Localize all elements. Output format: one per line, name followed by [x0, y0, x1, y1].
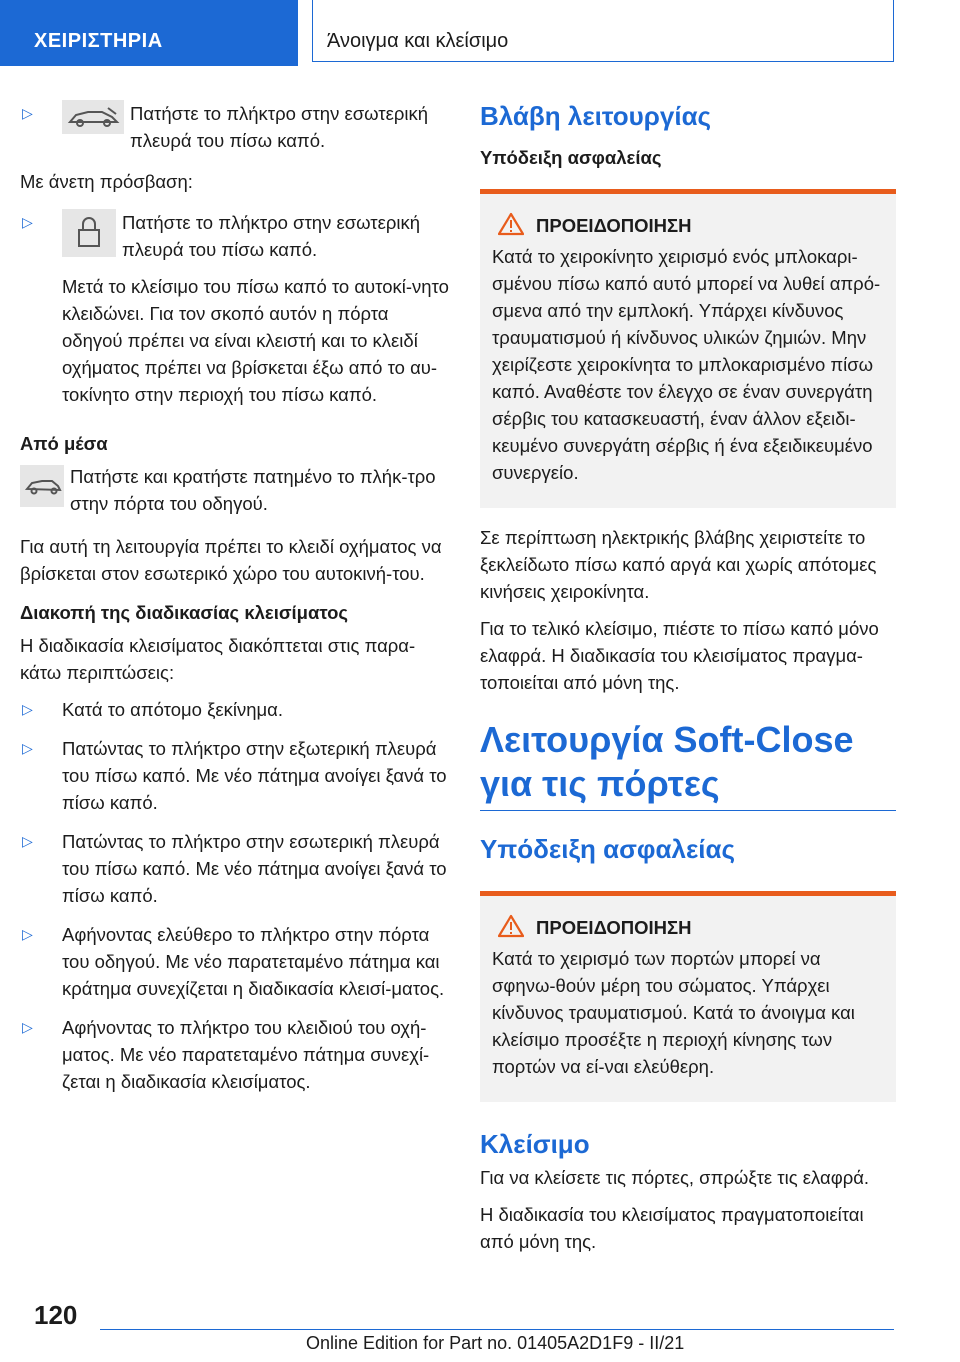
warning-title — [492, 212, 884, 239]
warning-label: ΠΡΟΕΙΔΟΠΟΙΗΣΗ — [536, 917, 692, 938]
section-heading-safety: Υπόδειξη ασφαλείας — [480, 834, 736, 864]
section-heading-fault: Βλάβη λειτουργίας — [480, 101, 712, 131]
warning-triangle-icon — [498, 914, 524, 938]
list-item-text: ▷ Κατά το απότομο ξεκίνημα. — [62, 699, 283, 720]
subheading-safety: Υπόδειξη ασφαλείας — [480, 147, 662, 168]
inside-note: Για αυτή τη λειτουργία πρέπει το κλειδί οχήματος να βρίσκεται στον εσωτερικό χώρο του αυτοκινή-του. — [20, 536, 442, 584]
comfort-intro: Με άνετη πρόσβαση: — [20, 171, 193, 192]
list-item — [20, 828, 450, 909]
door-button-icon — [20, 465, 64, 507]
section-tab — [0, 0, 298, 66]
right-column — [480, 100, 896, 1269]
list-item — [20, 100, 450, 154]
warning-box — [480, 891, 896, 1102]
page-header — [0, 0, 960, 66]
closing-paragraph: Η διαδικασία του κλεισίματος πραγματοποιείται από μόνη της. — [480, 1204, 864, 1252]
fault-paragraph: Για το τελικό κλείσιμο, πιέστε το πίσω καπό μόνο ελαφρά. Η διαδικασία του κλεισίματος πραγμα-τοποιείται από μόνη της. — [480, 618, 879, 693]
section-title: ΧΕΙΡΙΣΤΗΡΙΑ — [34, 30, 163, 52]
edition-info: Online Edition for Part no. 01405A2D1F9 - II/21 — [306, 1333, 685, 1353]
left-column — [20, 100, 450, 1107]
warning-title — [492, 914, 884, 941]
chapter-tab — [312, 0, 894, 62]
list-item — [20, 1014, 450, 1095]
warning-triangle-icon — [498, 212, 524, 236]
list-item-text: ▷ Πατώντας το πλήκτρο στην εσωτερική πλευρά του πίσω καπό. Με νέο πάτημα ανοίγει ξανά το πίσω καπό. — [62, 831, 447, 906]
list-item — [20, 209, 450, 408]
inside-row — [20, 463, 450, 517]
page-number: 120 — [34, 1300, 78, 1330]
step-text: ▷ Πατήστε το πλήκτρο στην εσωτερική πλευρά του πίσω καπό. — [130, 103, 429, 151]
warning-text: Κατά το χειρισμό των πορτών μπορεί να σφηνω-θούν μέρη του σώματος. Υπάρχει κίνδυνος τραυματισμού. Κατά το άνοιγμα και κλείσιμο προσέξτε η περιοχή κίνησης των πορτών να εί-ναι ελεύθερη. — [492, 948, 855, 1077]
chapter-heading-softclose: Λειτουργία Soft-Close για τις πόρτες — [480, 719, 854, 804]
warning-box — [480, 189, 896, 508]
chapter-title: Άνοιγμα και κλείσιμο — [327, 30, 509, 52]
list-item-text: ▷ Πατώντας το πλήκτρο στην εξωτερική πλευρά του πίσω καπό. Με νέο πάτημα ανοίγει ξανά το πίσω καπό. — [62, 738, 447, 813]
closing-paragraph: Για να κλείσετε τις πόρτες, σπρώξτε τις ελαφρά. — [480, 1167, 870, 1188]
warning-text: Κατά το χειροκίνητο χειρισμό ενός μπλοκαρι-σμένου πίσω καπό αυτό μπορεί να λυθεί απρό-σμενα από την εμπλοκή. Υπάρχει κίνδυνος τραυματισμού ή κίνδυνος υλικών ζημιών. Μην χειρίζεστε χειροκίνητα το μπλοκαρισμένο πίσω καπό. Αναθέστε τον έλεγχο σε έναν συνεργάτη σέρβις του κατασκευαστή, έναν άλλον εξειδι-κευμένο συνεργάτη σέρβις ή ένα εξειδικευμένο συνεργείο. — [492, 246, 881, 483]
footer-rule — [100, 1329, 894, 1330]
list-item-text: ▷ Αφήνοντας ελεύθερο το πλήκτρο στην πόρτα του οδηγού. Με νέο παρατεταμένο πάτημα και κράτημα συνεχίζεται η διαδικασία κλεισί-ματος. — [62, 924, 445, 999]
list-item — [20, 735, 450, 816]
step-note: Μετά το κλείσιμο του πίσω καπό το αυτοκί-νητο κλειδώνει. Για τον σκοπό αυτόν η πόρτα οδηγού πρέπει να είναι κλειστή και το κλειδί οχήματος πρέπει να βρίσκεται έξω από το αυ-τοκίνητο στην περιοχή του πίσω καπό. — [62, 276, 449, 405]
trunk-button-icon — [62, 100, 124, 134]
warning-label: ΠΡΟΕΙΔΟΠΟΙΗΣΗ — [536, 215, 692, 236]
step-text: ▷ Πατήστε το πλήκτρο στην εσωτερική πλευρά του πίσω καπό. — [122, 212, 421, 260]
section-heading-closing: Κλείσιμο — [480, 1129, 590, 1159]
inside-text: Πατήστε και κρατήστε πατημένο το πλήκ-τρο στην πόρτα του οδηγού. — [70, 466, 436, 514]
subheading-inside: Από μέσα — [20, 433, 108, 454]
trunk-lock-icon — [62, 209, 116, 257]
interrupt-intro: Η διαδικασία κλεισίματος διακόπτεται στις παρα-κάτω περιπτώσεις: — [20, 635, 416, 683]
fault-paragraph: Σε περίπτωση ηλεκτρικής βλάβης χειριστείτε το ξεκλείδωτο πίσω καπό αργά και χωρίς απότομες κινήσεις χειροκίνητα. — [480, 527, 877, 602]
list-item — [20, 921, 450, 1002]
list-item — [20, 696, 450, 723]
list-item-text: ▷ Αφήνοντας το πλήκτρο του κλειδιού του οχή-ματος. Με νέο παρατεταμένο πάτημα συνεχί-ζεται η διαδικασία κλεισίματος. — [62, 1017, 430, 1092]
subheading-interrupt: Διακοπή της διαδικασίας κλεισίματος — [20, 602, 348, 623]
chapter-heading-block — [480, 718, 896, 811]
